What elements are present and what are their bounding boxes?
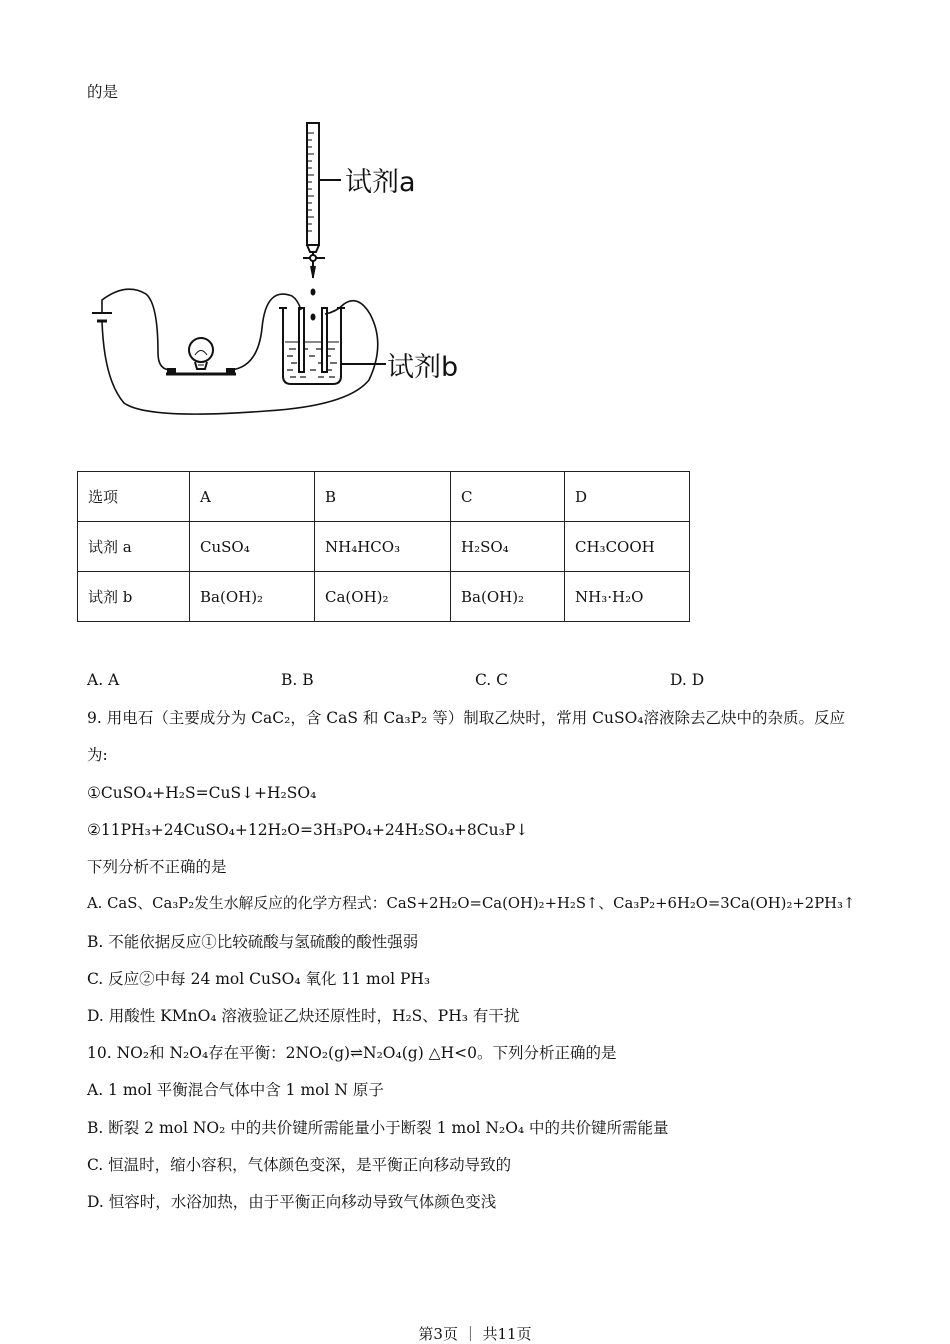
- q9-question: 下列分析不正确的是: [87, 858, 227, 876]
- table-cell: CH₃COOH: [565, 522, 690, 572]
- table-cell: 选项: [78, 472, 190, 522]
- answer-option-b[interactable]: B. B: [281, 671, 314, 689]
- table-cell: NH₄HCO₃: [315, 522, 451, 572]
- beaker-icon: [283, 309, 341, 384]
- q10-option-d[interactable]: D. 恒容时，水浴加热，由于平衡正向移动导致气体颜色变浅: [87, 1193, 497, 1211]
- answer-option-c[interactable]: C. C: [475, 671, 509, 689]
- table-cell: NH₃·H₂O: [565, 572, 690, 622]
- table-cell: B: [315, 472, 451, 522]
- q10-option-c[interactable]: C. 恒温时，缩小容积，气体颜色变深，是平衡正向移动导致的: [87, 1156, 512, 1174]
- page-footer: 第3页 ｜ 共11页: [418, 1325, 532, 1343]
- table-cell: Ba(OH)₂: [451, 572, 565, 622]
- table-cell: D: [565, 472, 690, 522]
- table-cell: CuSO₄: [190, 522, 315, 572]
- reagent-options-table: [77, 471, 690, 622]
- table-row: [78, 522, 690, 572]
- solution-hatching: [287, 349, 337, 377]
- table-row: [78, 572, 690, 622]
- q10-option-b[interactable]: B. 断裂 2 mol NO₂ 中的共价键所需能量小于断裂 1 mol N₂O₄ 中的共价键所需能量: [87, 1119, 669, 1137]
- table-row: [78, 472, 690, 522]
- table-cell: A: [190, 472, 315, 522]
- reagent-a-label: 试剂a: [345, 167, 416, 198]
- q9-option-a[interactable]: A. CaS、Ca₃P₂发生水解反应的化学方程式：CaS+2H₂O=Ca(OH)₂+H₂S↑、Ca₃P₂+6H₂O=3Ca(OH)₂+2PH₃↑: [87, 895, 856, 912]
- q9-equation-2: ②11PH₃+24CuSO₄+12H₂O=3H₃PO₄+24H₂SO₄+8Cu₃P↓: [87, 821, 529, 839]
- q9-option-b[interactable]: B. 不能依据反应①比较硫酸与氢硫酸的酸性强弱: [87, 933, 419, 951]
- battery-icon: [92, 313, 112, 321]
- q10-stem: 10. NO₂和 N₂O₄存在平衡：2NO₂(g)⇌N₂O₄(g) △H<0。下列分析正确的是: [87, 1044, 617, 1062]
- table-cell: 试剂 b: [78, 572, 190, 622]
- answer-option-a[interactable]: A. A: [87, 671, 120, 689]
- burette-icon: [307, 123, 319, 245]
- table-cell: Ba(OH)₂: [190, 572, 315, 622]
- conductivity-apparatus-diagram: [86, 118, 486, 418]
- intro-tail-text: 的是: [87, 83, 119, 101]
- table-cell: C: [451, 472, 565, 522]
- light-bulb-icon: [189, 338, 213, 369]
- q9-stem-cont: 为:: [87, 746, 108, 764]
- table-cell: 试剂 a: [78, 522, 190, 572]
- q9-stem: 9. 用电石（主要成分为 CaC₂，含 CaS 和 Ca₃P₂ 等）制取乙炔时，常用 CuSO₄溶液除去乙炔中的杂质。反应: [87, 709, 846, 727]
- q9-equation-1: ①CuSO₄+H₂S=CuS↓+H₂SO₄: [87, 784, 317, 802]
- electrode-left: [299, 308, 304, 372]
- table-cell: H₂SO₄: [451, 522, 565, 572]
- electrode-right: [322, 308, 327, 372]
- answer-option-d[interactable]: D. D: [670, 671, 705, 689]
- q9-option-c[interactable]: C. 反应②中每 24 mol CuSO₄ 氧化 11 mol PH₃: [87, 970, 431, 988]
- table-cell: Ca(OH)₂: [315, 572, 451, 622]
- q10-option-a[interactable]: A. 1 mol 平衡混合气体中含 1 mol N 原子: [87, 1081, 384, 1099]
- q9-option-d[interactable]: D. 用酸性 KMnO₄ 溶液验证乙炔还原性时，H₂S、PH₃ 有干扰: [87, 1007, 520, 1025]
- q8-answer-options: [0, 671, 950, 691]
- reagent-b-label: 试剂b: [387, 352, 459, 383]
